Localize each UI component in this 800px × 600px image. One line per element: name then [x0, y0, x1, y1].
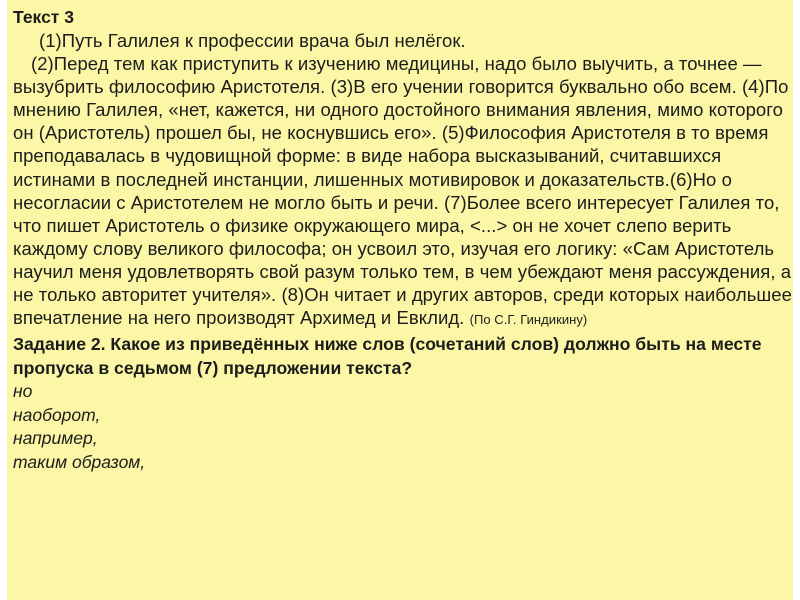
answer-options [13, 380, 793, 474]
answer-option: таким образом, [13, 452, 146, 472]
source-citation: (По С.Г. Гиндикину) [469, 312, 588, 328]
paragraph-2 [13, 52, 793, 331]
text-title: Текст 3 [13, 7, 74, 27]
slide [7, 0, 793, 600]
answer-option: например, [13, 428, 98, 449]
task-question: Задание 2. Какое из приведённых ниже слов (сочетаний слов) должно быть на месте пропуска в седьмом (7) предложении текста? [13, 334, 762, 378]
answer-option: наоборот, [13, 404, 101, 425]
answer-option: но [13, 381, 33, 402]
paragraph-2-text: (2)Перед тем как приступить к изучению медицины, надо было выучить, а точнее — вызубрить философию Аристотеля. (3)В его учении говорится буквально обо всем. (4)По мнению Галилея, «нет, кажется, ни одного достойного внимания явления, мимо которого он (Аристотель) прошел бы, не коснувшись его». (5)Философия Аристотеля в то время преподавалась в чудовищной форме: в виде набора высказываний, считавшихся истинами в последней инстанции, лишенных мотивировок и доказательств.(6)Но о несогласии с Аристотелем не могло быть и речи. (7)Более всего интересует Галилея то, что пишет Аристотель о физике окружающего мира, <...> он не хочет слепо верить каждому слову великого философа; он усвоил это, изучая его логику: «Сам Аристотель научил меня удовлетворять свой разум только тем, в чем убеждают меня рассуждения, а не только авторитет учителя». (8)Он читает и других авторов, среди которых наибольшее впечатление на него производят Архимед и Евклид. [13, 53, 792, 329]
paragraph-1: (1)Путь Галилея к профессии врача был нелёгок. [39, 30, 466, 51]
